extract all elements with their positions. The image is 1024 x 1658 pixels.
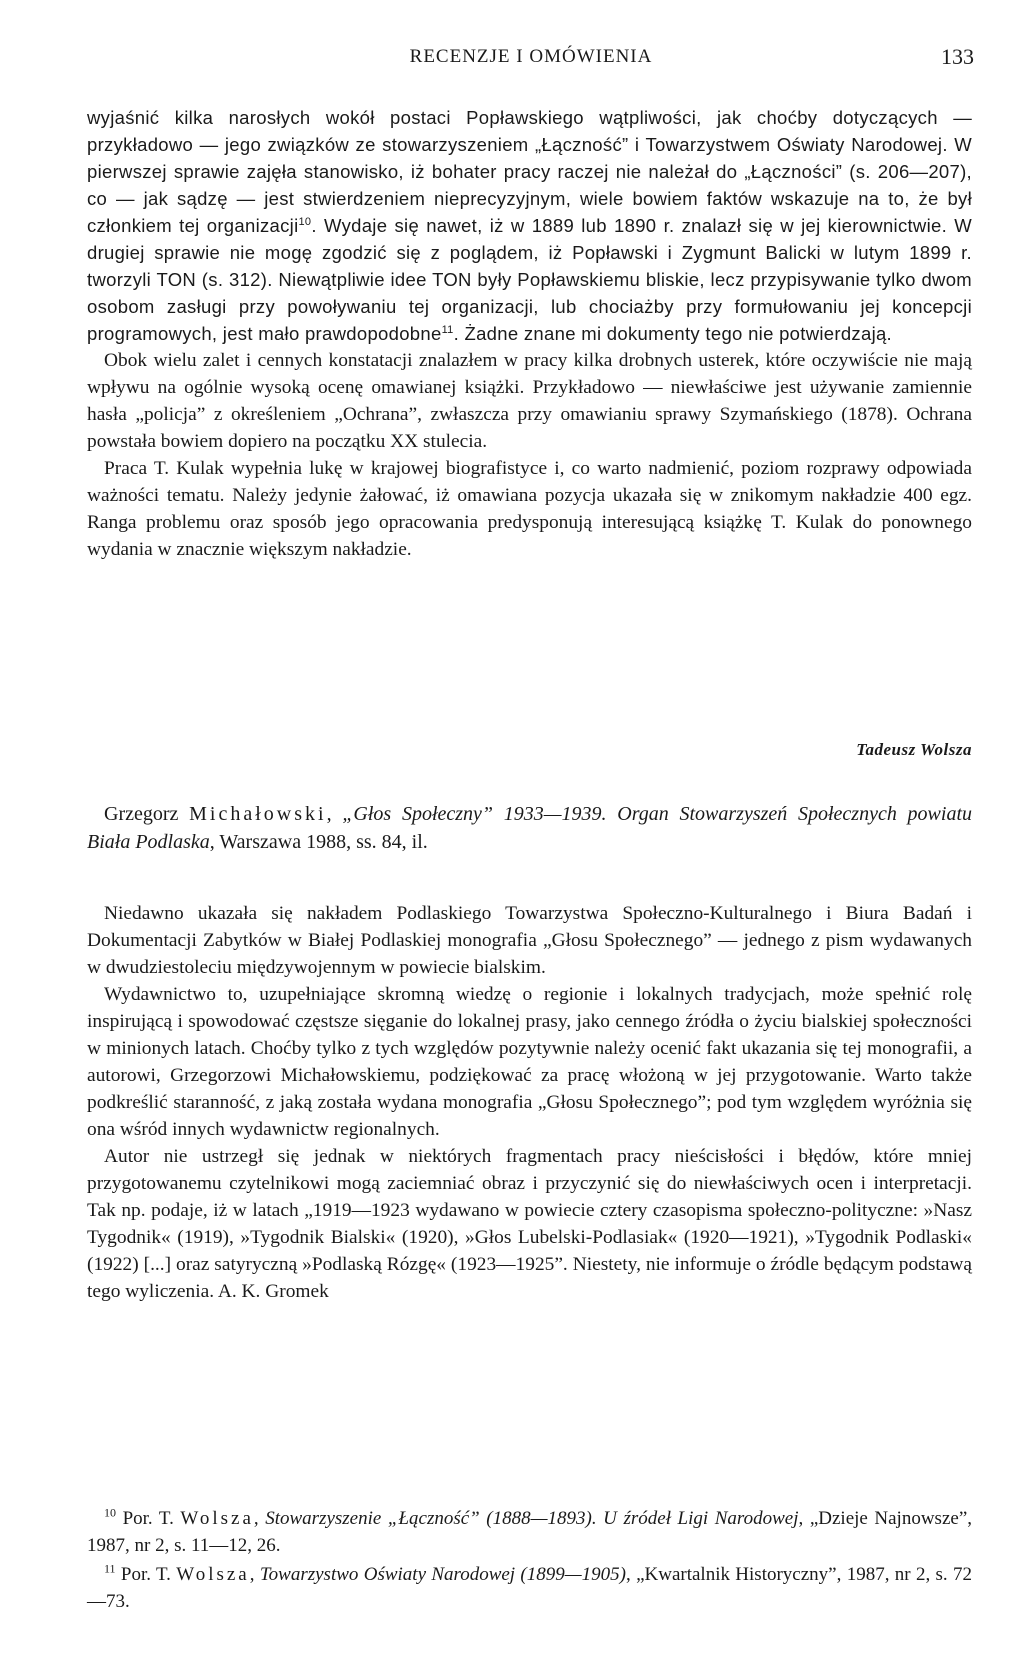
book-citation [87, 800, 972, 856]
citation-author-last: Michałowski [189, 803, 327, 825]
footnote-prefix: Por. T. [115, 1564, 177, 1585]
paragraph: Autor nie ustrzegł się jednak w niektórych fragmentach pracy nieścisłości i błędów, które mniej przygotowanemu czytelnikowi mogą zaciemniać obraz i przyczynić się do niewłaściwych ocen i interpretacji. Tak np. podaje, iż w latach „1919—1923 wydawano w powiecie cztery czasopisma społeczno-polityczne: »Nasz Tygodnik« (1919), »Tygodnik Bialski« (1920), »Głos Lubelski-Podlasiak« (1920—1921), »Tygodnik Podlaski« (1922) [...] oraz satyryczną »Podlaską Rózgę« (1923—1925”. Niestety, nie informuje o źródle będącym podstawą tego wyliczenia. A. K. Gromek [87, 1146, 972, 1302]
text-run: wyjaśnić kilka narosłych wokół postaci Popławskiego wątpliwości, jak choćby dotyczących — przykładowo — jego związków ze stowarzyszeniem „Łączność” i Towarzystwem Oświaty Narodowej. W pierwszej sprawie zajęła stanowisko, iż bohater pracy raczej nie należał do „Łączności” (s. 206—207), co — jak sądzę — jest stwierdzeniem nieprecyzyjnym, wiele bowiem faktów wskazuje na to, że był członkiem tej organizacji [87, 107, 972, 236]
footnote-mark: 10 [104, 1505, 116, 1520]
footnote-separator: , [249, 1564, 260, 1585]
running-head: RECENZJE I OMÓWIENIA [409, 46, 653, 67]
text-run: . Wydaje się nawet, iż w 1889 lub 1890 r. znalazł się w jej kierownictwie. W drugiej sprawie nie mogę zgodzić się z poglądem, iż Popławski i Zygmunt Balicki w lutym 1899 r. tworzyli TON (s. 312). Niewątpliwie idee TON były Popławskiemu bliskie, lecz przypisywanie tylko dwom osobom zasługi przy powoływaniu tej organizacji, lub chociażby przy formułowaniu jej koncepcji programowych, jest mało prawdopodobne [87, 215, 972, 344]
review-body [87, 900, 972, 1305]
paragraph: Wydawnictwo to, uzupełniające skromną wiedzę o regionie i lokalnych tradycjach, może spełnić rolę inspirującą i spowodować częstsze sięganie do lokalnej prasy, jako cennego źródła o życiu bialskiej społeczności w minionych latach. Choćby tylko z tych względów pozytywnie należy ocenić fakt ukazania się tej monografii, a autorowi, Grzegorzowi Michałowskiemu, podziękować za pracę włożoną w jej przygotowanie. Warto także podkreślić staranność, z jaką została wydana monografia „Głosu Społecznego”; pod tym względem wyróżnia się ona wśród innych wydawnictw regionalnych. [87, 984, 972, 1140]
paragraph: Niedawno ukazała się nakładem Podlaskiego Towarzystwa Społeczno-Kulturalnego i Biura Badań i Dokumentacji Zabytków w Białej Podlaskiej monografia „Głosu Społecznego” — jednego z pism wydawanych w dwudziestoleciu międzywojennym w powiecie bialskim. [87, 903, 972, 978]
footnote-details: , „Kwartalnik Historyczny”, 1987, nr 2, s. 72—73. [87, 1564, 973, 1612]
footnote-details: , „Dzieje Najnowsze”, 1987, nr 2, s. 11—12, 26. [87, 1508, 973, 1556]
page-header [88, 46, 974, 76]
footnote [87, 1505, 972, 1559]
citation-details: , Warszawa 1988, ss. 84, il. [209, 831, 428, 853]
footnote-prefix: Por. T. [116, 1508, 181, 1529]
footnote-separator: , [253, 1508, 266, 1529]
text-run: . Żadne znane mi dokumenty tego nie potwierdzają. [453, 323, 893, 344]
footnote-author: Wolsza [180, 1508, 254, 1529]
footnote-title: Stowarzyszenie „Łączność” (1888—1893). U źródeł Ligi Narodowej [265, 1508, 799, 1529]
footnote-ref: 10 [298, 215, 312, 228]
review-continuation [87, 104, 972, 563]
paragraph: Praca T. Kulak wypełnia lukę w krajowej biografistyce i, co warto nadmienić, poziom rozprawy odpowiada ważności tematu. Należy jedynie żałować, iż omawiana pozycja ukazała się w znikomym nakładzie 400 egz. Ranga problemu oraz sposób jego opracowania predysponują interesującą książkę T. Kulak do ponownego wydania w znacznie większym nakładzie. [87, 458, 972, 560]
footnote-ref: 11 [441, 323, 454, 336]
footnote-author: Wolsza [176, 1564, 250, 1585]
citation-author-first: Grzegorz [104, 803, 179, 825]
footnotes [87, 1505, 972, 1617]
footnote-mark: 11 [104, 1561, 116, 1576]
reviewer-signature: Tadeusz Wolsza [856, 740, 972, 759]
citation-separator: , [326, 803, 343, 825]
citation-title: „Głos Społeczny” 1933—1939. Organ Stowarzyszeń Społecznych powiatu Biała Podlaska [87, 803, 973, 853]
footnote [87, 1561, 972, 1615]
paragraph [87, 104, 972, 347]
paragraph: Obok wielu zalet i cennych konstatacji znalazłem w pracy kilka drobnych usterek, które oczywiście nie mają wpływu na ogólnie wysoką ocenę omawianej książki. Przykładowo — niewłaściwe jest używanie zamiennie hasła „policja” z określeniem „Ochrana”, zwłaszcza przy omawianiu sprawy Szymańskiego (1878). Ochrana powstała bowiem dopiero na początku XX stulecia. [87, 350, 972, 452]
page-number: 133 [941, 44, 974, 69]
footnote-title: Towarzystwo Oświaty Narodowej (1899—1905) [259, 1564, 626, 1585]
